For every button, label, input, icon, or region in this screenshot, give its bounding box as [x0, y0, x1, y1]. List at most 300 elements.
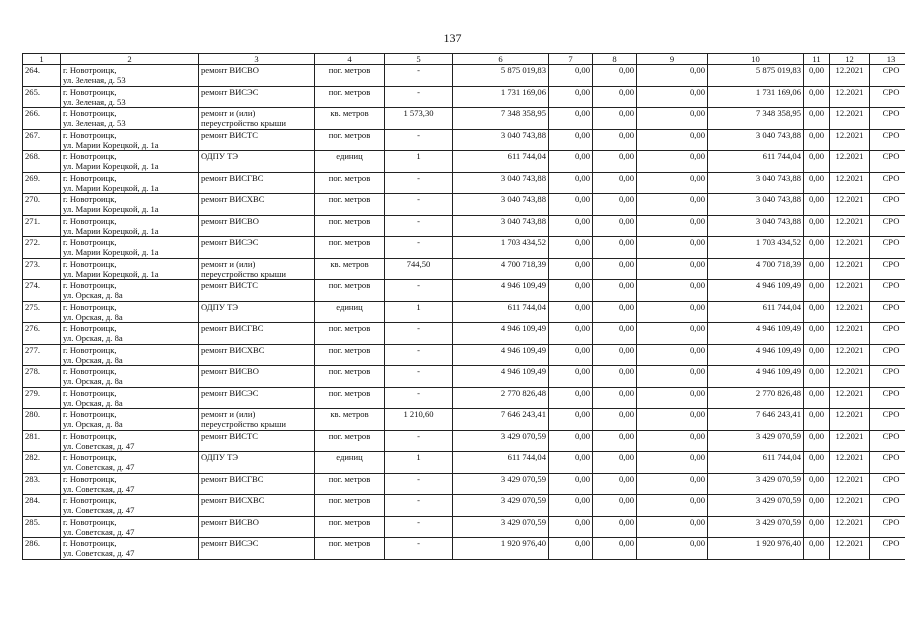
unit-cell: кв. метров	[315, 258, 385, 280]
total-cost-cell: 4 700 718,39	[453, 258, 549, 280]
quantity-cell: -	[385, 387, 453, 409]
row-number: 284.	[23, 495, 61, 517]
budget-cost-cell: 0,00	[593, 473, 637, 495]
method-cell: СРО	[870, 495, 905, 517]
owners-funds-cell: 7 348 358,95	[708, 108, 804, 130]
unit-cell: единиц	[315, 301, 385, 323]
owners-funds-cell: 5 875 019,83	[708, 65, 804, 87]
budget-cost-cell: 0,00	[593, 495, 637, 517]
table-row	[23, 344, 905, 366]
local-budget-cell: 0,00	[637, 516, 708, 538]
row-number: 283.	[23, 473, 61, 495]
work-type-cell: ремонт и (или) переустройство крыши	[199, 258, 315, 280]
other-funds-cell: 0,00	[804, 301, 830, 323]
quantity-cell: -	[385, 495, 453, 517]
owners-funds-cell: 1 920 976,40	[708, 538, 804, 560]
table-row	[23, 516, 905, 538]
owners-funds-cell: 3 429 070,59	[708, 516, 804, 538]
row-number: 267.	[23, 129, 61, 151]
local-budget-cell: 0,00	[637, 280, 708, 302]
budget-cost-cell: 0,00	[593, 65, 637, 87]
total-cost-cell: 3 040 743,88	[453, 215, 549, 237]
completion-date-cell: 12.2021	[830, 516, 870, 538]
row-number: 280.	[23, 409, 61, 431]
column-number-header: 8	[593, 54, 637, 65]
fund-cost-cell: 0,00	[549, 65, 593, 87]
local-budget-cell: 0,00	[637, 473, 708, 495]
budget-cost-cell: 0,00	[593, 452, 637, 474]
fund-cost-cell: 0,00	[549, 495, 593, 517]
total-cost-cell: 3 040 743,88	[453, 129, 549, 151]
owners-funds-cell: 3 429 070,59	[708, 430, 804, 452]
unit-cell: кв. метров	[315, 108, 385, 130]
budget-cost-cell: 0,00	[593, 237, 637, 259]
total-cost-cell: 2 770 826,48	[453, 387, 549, 409]
completion-date-cell: 12.2021	[830, 366, 870, 388]
method-cell: СРО	[870, 258, 905, 280]
total-cost-cell: 3 429 070,59	[453, 430, 549, 452]
owners-funds-cell: 3 040 743,88	[708, 194, 804, 216]
total-cost-cell: 3 429 070,59	[453, 516, 549, 538]
row-number: 275.	[23, 301, 61, 323]
completion-date-cell: 12.2021	[830, 430, 870, 452]
column-number-header: 1	[23, 54, 61, 65]
table-row	[23, 129, 905, 151]
owners-funds-cell: 3 040 743,88	[708, 215, 804, 237]
quantity-cell: -	[385, 538, 453, 560]
method-cell: СРО	[870, 516, 905, 538]
method-cell: СРО	[870, 473, 905, 495]
table-row	[23, 538, 905, 560]
column-number-header: 6	[453, 54, 549, 65]
table-row	[23, 86, 905, 108]
table-row	[23, 108, 905, 130]
method-cell: СРО	[870, 301, 905, 323]
unit-cell: пог. метров	[315, 65, 385, 87]
work-type-cell: ремонт ВИСГВС	[199, 323, 315, 345]
total-cost-cell: 611 744,04	[453, 452, 549, 474]
work-type-cell: ремонт ВИСЭС	[199, 86, 315, 108]
unit-cell: пог. метров	[315, 516, 385, 538]
method-cell: СРО	[870, 366, 905, 388]
local-budget-cell: 0,00	[637, 194, 708, 216]
budget-cost-cell: 0,00	[593, 172, 637, 194]
table-row	[23, 409, 905, 431]
total-cost-cell: 7 348 358,95	[453, 108, 549, 130]
row-number: 269.	[23, 172, 61, 194]
quantity-cell: -	[385, 237, 453, 259]
completion-date-cell: 12.2021	[830, 495, 870, 517]
fund-cost-cell: 0,00	[549, 215, 593, 237]
quantity-cell: 1	[385, 151, 453, 173]
method-cell: СРО	[870, 151, 905, 173]
local-budget-cell: 0,00	[637, 129, 708, 151]
method-cell: СРО	[870, 129, 905, 151]
table-row	[23, 237, 905, 259]
fund-cost-cell: 0,00	[549, 301, 593, 323]
quantity-cell: 1 210,60	[385, 409, 453, 431]
method-cell: СРО	[870, 323, 905, 345]
column-number-row	[23, 54, 905, 65]
local-budget-cell: 0,00	[637, 452, 708, 474]
address-cell: г. Новотроицк, ул. Советская, д. 47	[61, 495, 199, 517]
other-funds-cell: 0,00	[804, 86, 830, 108]
owners-funds-cell: 4 946 109,49	[708, 344, 804, 366]
row-number: 272.	[23, 237, 61, 259]
table-row	[23, 495, 905, 517]
quantity-cell: -	[385, 65, 453, 87]
method-cell: СРО	[870, 280, 905, 302]
fund-cost-cell: 0,00	[549, 237, 593, 259]
method-cell: СРО	[870, 430, 905, 452]
row-number: 271.	[23, 215, 61, 237]
total-cost-cell: 1 920 976,40	[453, 538, 549, 560]
address-cell: г. Новотроицк, ул. Орская, д. 8а	[61, 366, 199, 388]
budget-cost-cell: 0,00	[593, 344, 637, 366]
work-type-cell: ОДПУ ТЭ	[199, 301, 315, 323]
quantity-cell: -	[385, 344, 453, 366]
fund-cost-cell: 0,00	[549, 280, 593, 302]
completion-date-cell: 12.2021	[830, 323, 870, 345]
table-row	[23, 473, 905, 495]
completion-date-cell: 12.2021	[830, 215, 870, 237]
owners-funds-cell: 4 700 718,39	[708, 258, 804, 280]
address-cell: г. Новотроицк, ул. Марии Корецкой, д. 1а	[61, 258, 199, 280]
work-type-cell: ремонт ВИСТС	[199, 430, 315, 452]
quantity-cell: -	[385, 516, 453, 538]
other-funds-cell: 0,00	[804, 409, 830, 431]
local-budget-cell: 0,00	[637, 344, 708, 366]
unit-cell: пог. метров	[315, 323, 385, 345]
total-cost-cell: 3 429 070,59	[453, 473, 549, 495]
other-funds-cell: 0,00	[804, 129, 830, 151]
quantity-cell: -	[385, 430, 453, 452]
other-funds-cell: 0,00	[804, 366, 830, 388]
table-row	[23, 452, 905, 474]
unit-cell: пог. метров	[315, 237, 385, 259]
budget-cost-cell: 0,00	[593, 194, 637, 216]
owners-funds-cell: 3 040 743,88	[708, 129, 804, 151]
completion-date-cell: 12.2021	[830, 538, 870, 560]
owners-funds-cell: 1 731 169,06	[708, 86, 804, 108]
method-cell: СРО	[870, 86, 905, 108]
address-cell: г. Новотроицк, ул. Марии Корецкой, д. 1а	[61, 172, 199, 194]
unit-cell: единиц	[315, 151, 385, 173]
other-funds-cell: 0,00	[804, 538, 830, 560]
completion-date-cell: 12.2021	[830, 172, 870, 194]
total-cost-cell: 611 744,04	[453, 151, 549, 173]
unit-cell: пог. метров	[315, 387, 385, 409]
table-row	[23, 65, 905, 87]
other-funds-cell: 0,00	[804, 108, 830, 130]
column-number-header: 9	[637, 54, 708, 65]
completion-date-cell: 12.2021	[830, 129, 870, 151]
row-number: 286.	[23, 538, 61, 560]
unit-cell: пог. метров	[315, 344, 385, 366]
budget-cost-cell: 0,00	[593, 258, 637, 280]
other-funds-cell: 0,00	[804, 516, 830, 538]
total-cost-cell: 1 731 169,06	[453, 86, 549, 108]
other-funds-cell: 0,00	[804, 452, 830, 474]
local-budget-cell: 0,00	[637, 258, 708, 280]
address-cell: г. Новотроицк, ул. Орская, д. 8а	[61, 409, 199, 431]
budget-cost-cell: 0,00	[593, 86, 637, 108]
method-cell: СРО	[870, 172, 905, 194]
work-type-cell: ОДПУ ТЭ	[199, 452, 315, 474]
row-number: 264.	[23, 65, 61, 87]
fund-cost-cell: 0,00	[549, 108, 593, 130]
unit-cell: пог. метров	[315, 172, 385, 194]
method-cell: СРО	[870, 194, 905, 216]
quantity-cell: -	[385, 473, 453, 495]
method-cell: СРО	[870, 452, 905, 474]
work-type-cell: ремонт и (или) переустройство крыши	[199, 108, 315, 130]
row-number: 282.	[23, 452, 61, 474]
completion-date-cell: 12.2021	[830, 344, 870, 366]
table-row	[23, 366, 905, 388]
unit-cell: пог. метров	[315, 473, 385, 495]
table-body	[23, 65, 905, 560]
method-cell: СРО	[870, 65, 905, 87]
work-type-cell: ремонт ВИСЭС	[199, 237, 315, 259]
method-cell: СРО	[870, 409, 905, 431]
budget-cost-cell: 0,00	[593, 215, 637, 237]
method-cell: СРО	[870, 108, 905, 130]
total-cost-cell: 3 040 743,88	[453, 172, 549, 194]
address-cell: г. Новотроицк, ул. Зеленая, д. 53	[61, 86, 199, 108]
budget-cost-cell: 0,00	[593, 323, 637, 345]
fund-cost-cell: 0,00	[549, 86, 593, 108]
other-funds-cell: 0,00	[804, 65, 830, 87]
other-funds-cell: 0,00	[804, 387, 830, 409]
other-funds-cell: 0,00	[804, 215, 830, 237]
owners-funds-cell: 4 946 109,49	[708, 280, 804, 302]
address-cell: г. Новотроицк, ул. Марии Корецкой, д. 1а	[61, 194, 199, 216]
fund-cost-cell: 0,00	[549, 516, 593, 538]
address-cell: г. Новотроицк, ул. Орская, д. 8а	[61, 344, 199, 366]
unit-cell: пог. метров	[315, 194, 385, 216]
row-number: 276.	[23, 323, 61, 345]
local-budget-cell: 0,00	[637, 215, 708, 237]
row-number: 274.	[23, 280, 61, 302]
address-cell: г. Новотроицк, ул. Советская, д. 47	[61, 452, 199, 474]
fund-cost-cell: 0,00	[549, 387, 593, 409]
fund-cost-cell: 0,00	[549, 430, 593, 452]
owners-funds-cell: 611 744,04	[708, 452, 804, 474]
quantity-cell: 1	[385, 301, 453, 323]
quantity-cell: 1	[385, 452, 453, 474]
owners-funds-cell: 2 770 826,48	[708, 387, 804, 409]
completion-date-cell: 12.2021	[830, 452, 870, 474]
total-cost-cell: 1 703 434,52	[453, 237, 549, 259]
local-budget-cell: 0,00	[637, 108, 708, 130]
total-cost-cell: 4 946 109,49	[453, 323, 549, 345]
unit-cell: пог. метров	[315, 215, 385, 237]
column-number-header: 4	[315, 54, 385, 65]
local-budget-cell: 0,00	[637, 409, 708, 431]
total-cost-cell: 7 646 243,41	[453, 409, 549, 431]
completion-date-cell: 12.2021	[830, 258, 870, 280]
fund-cost-cell: 0,00	[549, 172, 593, 194]
column-number-header: 13	[870, 54, 905, 65]
work-type-cell: ремонт ВИСХВС	[199, 194, 315, 216]
table-row	[23, 280, 905, 302]
address-cell: г. Новотроицк, ул. Орская, д. 8а	[61, 301, 199, 323]
column-number-header: 11	[804, 54, 830, 65]
total-cost-cell: 4 946 109,49	[453, 366, 549, 388]
work-type-cell: ремонт ВИСХВС	[199, 495, 315, 517]
local-budget-cell: 0,00	[637, 86, 708, 108]
budget-cost-cell: 0,00	[593, 516, 637, 538]
work-type-cell: ремонт ВИСГВС	[199, 473, 315, 495]
fund-cost-cell: 0,00	[549, 473, 593, 495]
quantity-cell: -	[385, 129, 453, 151]
row-number: 270.	[23, 194, 61, 216]
unit-cell: единиц	[315, 452, 385, 474]
other-funds-cell: 0,00	[804, 473, 830, 495]
local-budget-cell: 0,00	[637, 430, 708, 452]
address-cell: г. Новотроицк, ул. Орская, д. 8а	[61, 323, 199, 345]
quantity-cell: -	[385, 215, 453, 237]
table-row	[23, 258, 905, 280]
other-funds-cell: 0,00	[804, 194, 830, 216]
column-number-header: 3	[199, 54, 315, 65]
fund-cost-cell: 0,00	[549, 151, 593, 173]
local-budget-cell: 0,00	[637, 172, 708, 194]
row-number: 279.	[23, 387, 61, 409]
completion-date-cell: 12.2021	[830, 387, 870, 409]
row-number: 266.	[23, 108, 61, 130]
method-cell: СРО	[870, 387, 905, 409]
total-cost-cell: 4 946 109,49	[453, 344, 549, 366]
budget-cost-cell: 0,00	[593, 538, 637, 560]
table-row	[23, 323, 905, 345]
address-cell: г. Новотроицк, ул. Советская, д. 47	[61, 430, 199, 452]
other-funds-cell: 0,00	[804, 280, 830, 302]
local-budget-cell: 0,00	[637, 151, 708, 173]
row-number: 268.	[23, 151, 61, 173]
completion-date-cell: 12.2021	[830, 237, 870, 259]
column-number-header: 12	[830, 54, 870, 65]
work-type-cell: ремонт ВИСТС	[199, 280, 315, 302]
completion-date-cell: 12.2021	[830, 194, 870, 216]
work-type-cell: ремонт ВИСЭС	[199, 538, 315, 560]
total-cost-cell: 611 744,04	[453, 301, 549, 323]
budget-cost-cell: 0,00	[593, 366, 637, 388]
completion-date-cell: 12.2021	[830, 65, 870, 87]
other-funds-cell: 0,00	[804, 430, 830, 452]
completion-date-cell: 12.2021	[830, 473, 870, 495]
repair-program-table	[22, 53, 905, 560]
fund-cost-cell: 0,00	[549, 129, 593, 151]
owners-funds-cell: 7 646 243,41	[708, 409, 804, 431]
table-row	[23, 215, 905, 237]
work-type-cell: ремонт и (или) переустройство крыши	[199, 409, 315, 431]
address-cell: г. Новотроицк, ул. Советская, д. 47	[61, 516, 199, 538]
budget-cost-cell: 0,00	[593, 409, 637, 431]
work-type-cell: ремонт ВИСВО	[199, 215, 315, 237]
completion-date-cell: 12.2021	[830, 151, 870, 173]
row-number: 278.	[23, 366, 61, 388]
quantity-cell: -	[385, 86, 453, 108]
local-budget-cell: 0,00	[637, 495, 708, 517]
local-budget-cell: 0,00	[637, 301, 708, 323]
local-budget-cell: 0,00	[637, 323, 708, 345]
address-cell: г. Новотроицк, ул. Зеленая, д. 53	[61, 108, 199, 130]
completion-date-cell: 12.2021	[830, 409, 870, 431]
address-cell: г. Новотроицк, ул. Марии Корецкой, д. 1а	[61, 151, 199, 173]
column-number-header: 7	[549, 54, 593, 65]
total-cost-cell: 3 429 070,59	[453, 495, 549, 517]
owners-funds-cell: 3 429 070,59	[708, 473, 804, 495]
work-type-cell: ремонт ВИСВО	[199, 366, 315, 388]
local-budget-cell: 0,00	[637, 387, 708, 409]
page-number: 137	[443, 31, 462, 45]
work-type-cell: ремонт ВИСТС	[199, 129, 315, 151]
fund-cost-cell: 0,00	[549, 409, 593, 431]
address-cell: г. Новотроицк, ул. Марии Корецкой, д. 1а	[61, 215, 199, 237]
address-cell: г. Новотроицк, ул. Советская, д. 47	[61, 538, 199, 560]
quantity-cell: 744,50	[385, 258, 453, 280]
work-type-cell: ремонт ВИСХВС	[199, 344, 315, 366]
address-cell: г. Новотроицк, ул. Марии Корецкой, д. 1а	[61, 237, 199, 259]
completion-date-cell: 12.2021	[830, 86, 870, 108]
other-funds-cell: 0,00	[804, 151, 830, 173]
column-number-header: 5	[385, 54, 453, 65]
other-funds-cell: 0,00	[804, 258, 830, 280]
work-type-cell: ОДПУ ТЭ	[199, 151, 315, 173]
address-cell: г. Новотроицк, ул. Марии Корецкой, д. 1а	[61, 129, 199, 151]
budget-cost-cell: 0,00	[593, 280, 637, 302]
total-cost-cell: 5 875 019,83	[453, 65, 549, 87]
quantity-cell: -	[385, 323, 453, 345]
other-funds-cell: 0,00	[804, 172, 830, 194]
completion-date-cell: 12.2021	[830, 280, 870, 302]
fund-cost-cell: 0,00	[549, 344, 593, 366]
unit-cell: пог. метров	[315, 495, 385, 517]
completion-date-cell: 12.2021	[830, 108, 870, 130]
owners-funds-cell: 611 744,04	[708, 301, 804, 323]
table-row	[23, 172, 905, 194]
row-number: 273.	[23, 258, 61, 280]
unit-cell: пог. метров	[315, 538, 385, 560]
unit-cell: пог. метров	[315, 280, 385, 302]
method-cell: СРО	[870, 215, 905, 237]
unit-cell: пог. метров	[315, 86, 385, 108]
other-funds-cell: 0,00	[804, 323, 830, 345]
row-number: 265.	[23, 86, 61, 108]
work-type-cell: ремонт ВИСЭС	[199, 387, 315, 409]
work-type-cell: ремонт ВИСГВС	[199, 172, 315, 194]
table-row	[23, 194, 905, 216]
local-budget-cell: 0,00	[637, 366, 708, 388]
owners-funds-cell: 3 040 743,88	[708, 172, 804, 194]
work-type-cell: ремонт ВИСВО	[199, 516, 315, 538]
owners-funds-cell: 1 703 434,52	[708, 237, 804, 259]
quantity-cell: -	[385, 172, 453, 194]
completion-date-cell: 12.2021	[830, 301, 870, 323]
owners-funds-cell: 3 429 070,59	[708, 495, 804, 517]
column-number-header: 10	[708, 54, 804, 65]
budget-cost-cell: 0,00	[593, 151, 637, 173]
address-cell: г. Новотроицк, ул. Советская, д. 47	[61, 473, 199, 495]
other-funds-cell: 0,00	[804, 237, 830, 259]
fund-cost-cell: 0,00	[549, 538, 593, 560]
column-number-header: 2	[61, 54, 199, 65]
quantity-cell: 1 573,30	[385, 108, 453, 130]
method-cell: СРО	[870, 538, 905, 560]
owners-funds-cell: 4 946 109,49	[708, 366, 804, 388]
